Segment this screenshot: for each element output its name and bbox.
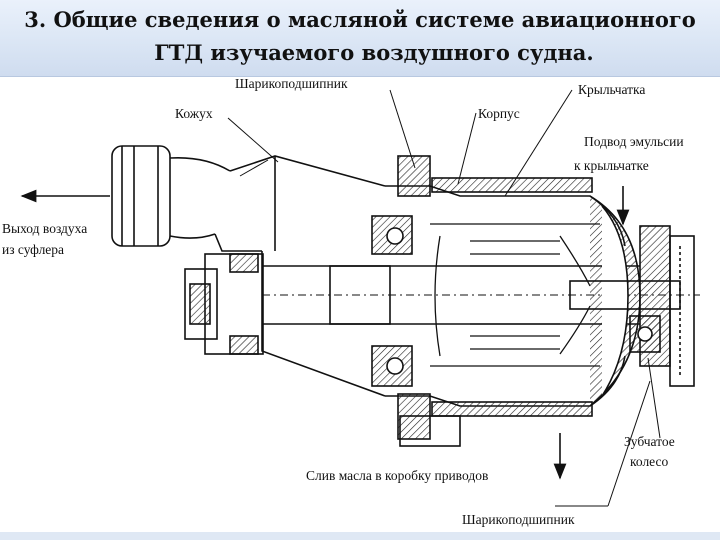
title-bar: [0, 0, 720, 77]
label-bearing-top: Шарикоподшипник: [235, 76, 348, 91]
bottom-bar: [0, 532, 720, 540]
slide-title-line-1: 3. Общие сведения о масляной системе авиационного: [24, 7, 696, 32]
label-impeller: Крыльчатка: [578, 82, 646, 97]
bearing-left: [372, 216, 412, 386]
housing: [385, 156, 640, 439]
air-outlet-pipe: [112, 146, 230, 246]
label-air-exit-line-2: из суфлера: [2, 242, 65, 257]
label-emulsion-line-1: Подвод эмульсии: [584, 134, 684, 149]
label-gear-line-2: колесо: [630, 454, 669, 469]
label-housing: Корпус: [478, 106, 520, 121]
label-gear-line-1: Зубчатое: [624, 434, 675, 449]
label-casing: Кожух: [175, 106, 213, 121]
left-bracket: [185, 254, 263, 354]
slide-title-line-2: ГТД изучаемого воздушного судна.: [154, 40, 594, 65]
label-emulsion-line-2: к крыльчатке: [574, 158, 649, 173]
casing-body: [215, 156, 385, 396]
label-air-exit-line-1: Выход воздуха: [2, 221, 88, 236]
label-bearing-bottom: Шарикоподшипник: [462, 512, 575, 527]
label-oil-drain: Слив масла в коробку приводов: [306, 468, 489, 483]
mechanism-drawing: [112, 146, 700, 446]
breather-diagram: [0, 76, 720, 532]
